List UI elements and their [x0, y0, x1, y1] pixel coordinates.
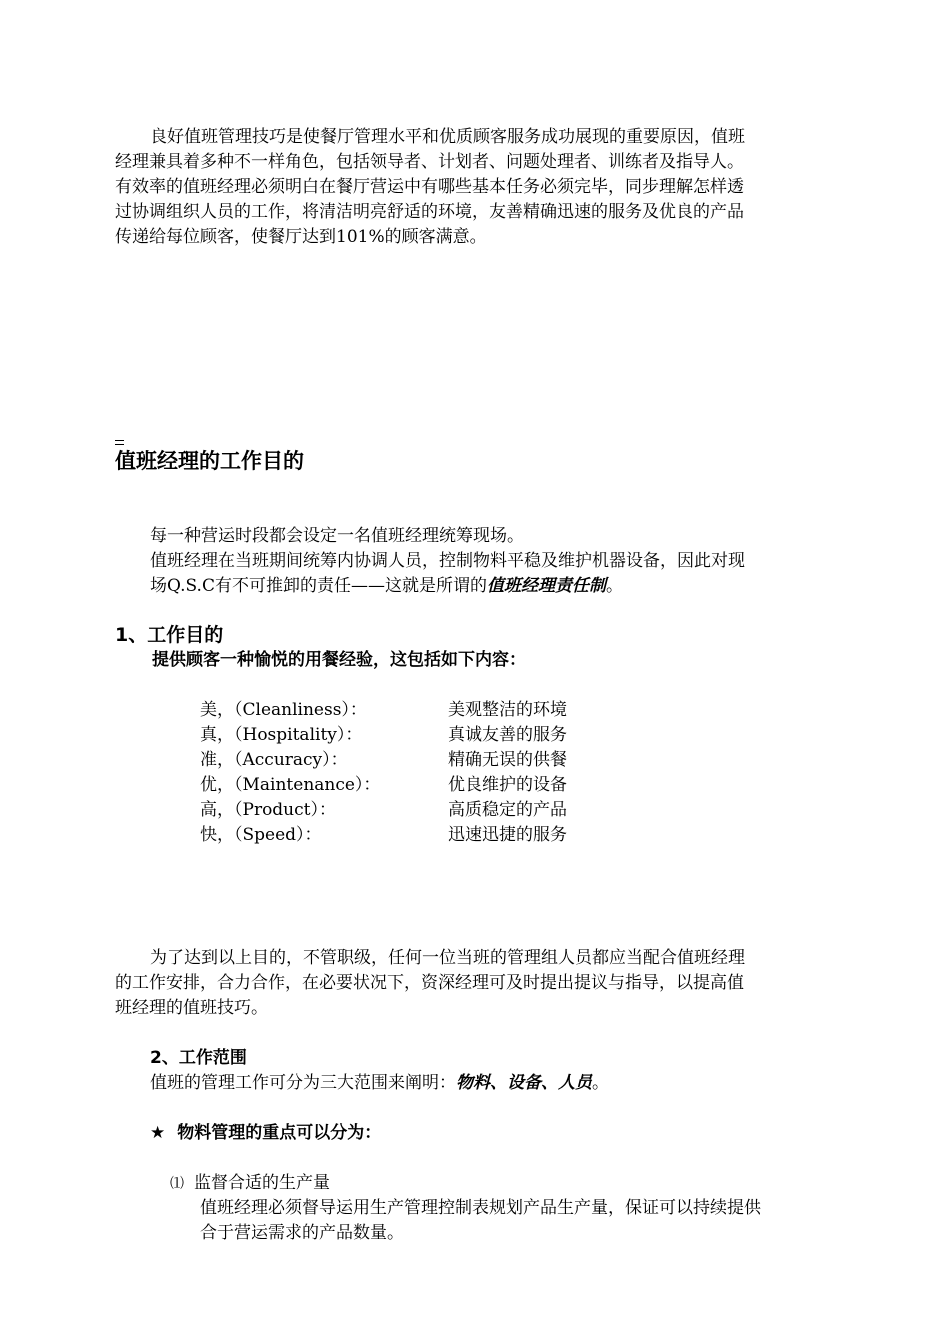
materials-item-1-line-2: 合于营运需求的产品数量。: [200, 1223, 404, 1243]
goal-item-label: 准，（Accuracy）：: [200, 750, 348, 770]
materials-item-1-line-1: 值班经理必须督导运用生产管理控制表规划产品生产量，保证可以持续提供: [200, 1198, 761, 1218]
goal-item-desc: 优良维护的设备: [448, 775, 567, 795]
goal-subheading: 提供顾客一种愉悦的用餐经验，这包括如下内容：: [152, 650, 526, 670]
goal-item-label: 真，（Hospitality）：: [200, 725, 363, 745]
scope-text: [150, 1071, 609, 1096]
goal-item-desc: 美观整洁的环境: [448, 700, 567, 720]
goal-item-label: 快，（Speed）：: [200, 825, 322, 845]
materials-item-1-number: ⑴: [170, 1176, 184, 1192]
cooperation-line-1: 为了达到以上目的，不管职级，任何一位当班的管理组人员都应当配合值班经理: [150, 948, 745, 968]
scope-sep-1: 、: [490, 1073, 507, 1093]
section-paragraph-2-line-2: [150, 574, 623, 599]
materials-heading: 物料管理的重点可以分为：: [177, 1123, 382, 1143]
star-icon: ★: [150, 1123, 166, 1143]
cooperation-line-2: 的工作安排，合力合作，在必要状况下，资深经理可及时提出提议与指导，以提高值: [115, 973, 744, 993]
scope-personnel: 人员: [558, 1073, 592, 1093]
responsibility-end: 。: [605, 576, 623, 596]
scope-heading: 2、工作范围: [150, 1048, 247, 1068]
materials-item-1-title: 监督合适的生产量: [194, 1173, 330, 1193]
intro-line-3: 有效率的值班经理必须明白在餐厅营运中有哪些基本任务必须完毕，同步理解怎样透: [115, 177, 744, 197]
intro-line-1: 良好值班管理技巧是使餐厅管理水平和优质顾客服务成功展现的重要原因，值班: [150, 127, 745, 147]
materials-heading-row: [150, 1121, 381, 1146]
section-title: 值班经理的工作目的: [115, 449, 304, 473]
goal-heading: 1、工作目的: [115, 624, 224, 646]
scope-text-pre: 值班的管理工作可分为三大范围来阐明：: [150, 1073, 456, 1093]
goal-item-label: 高，（Product）：: [200, 800, 336, 820]
responsibility-term: 值班经理责任制: [486, 576, 606, 596]
materials-item-1-title-row: [170, 1171, 330, 1197]
intro-line-4: 过协调组织人员的工作，将清洁明亮舒适的环境，友善精确迅速的服务及优良的产品: [115, 202, 744, 222]
goal-item-desc: 高质稳定的产品: [448, 800, 567, 820]
section-marker: [115, 440, 124, 445]
section-paragraph-1: 每一种营运时段都会设定一名值班经理统筹现场。: [150, 526, 524, 546]
intro-line-2: 经理兼具着多种不一样角色，包括领导者、计划者、问题处理者、训练者及指导人。: [115, 152, 744, 172]
scope-materials: 物料: [456, 1073, 490, 1093]
responsibility-text: 场Q.S.C有不可推卸的责任——这就是所谓的: [150, 576, 487, 596]
intro-line-5: 传递给每位顾客，使餐厅达到101%的顾客满意。: [115, 227, 487, 247]
scope-equipment: 设备: [507, 1073, 541, 1093]
scope-sep-2: 、: [541, 1073, 558, 1093]
scope-text-post: 。: [592, 1073, 609, 1093]
goal-item-desc: 真诚友善的服务: [448, 725, 567, 745]
goal-item-label: 美，（Cleanliness）：: [200, 700, 367, 720]
goal-item-desc: 精确无误的供餐: [448, 750, 567, 770]
section-paragraph-2-line-1: 值班经理在当班期间统筹内协调人员，控制物料平稳及维护机器设备，因此对现: [150, 551, 745, 571]
goal-item-label: 优，（Maintenance）：: [200, 775, 381, 795]
goal-item-desc: 迅速迅捷的服务: [448, 825, 567, 845]
cooperation-line-3: 班经理的值班技巧。: [115, 998, 268, 1018]
